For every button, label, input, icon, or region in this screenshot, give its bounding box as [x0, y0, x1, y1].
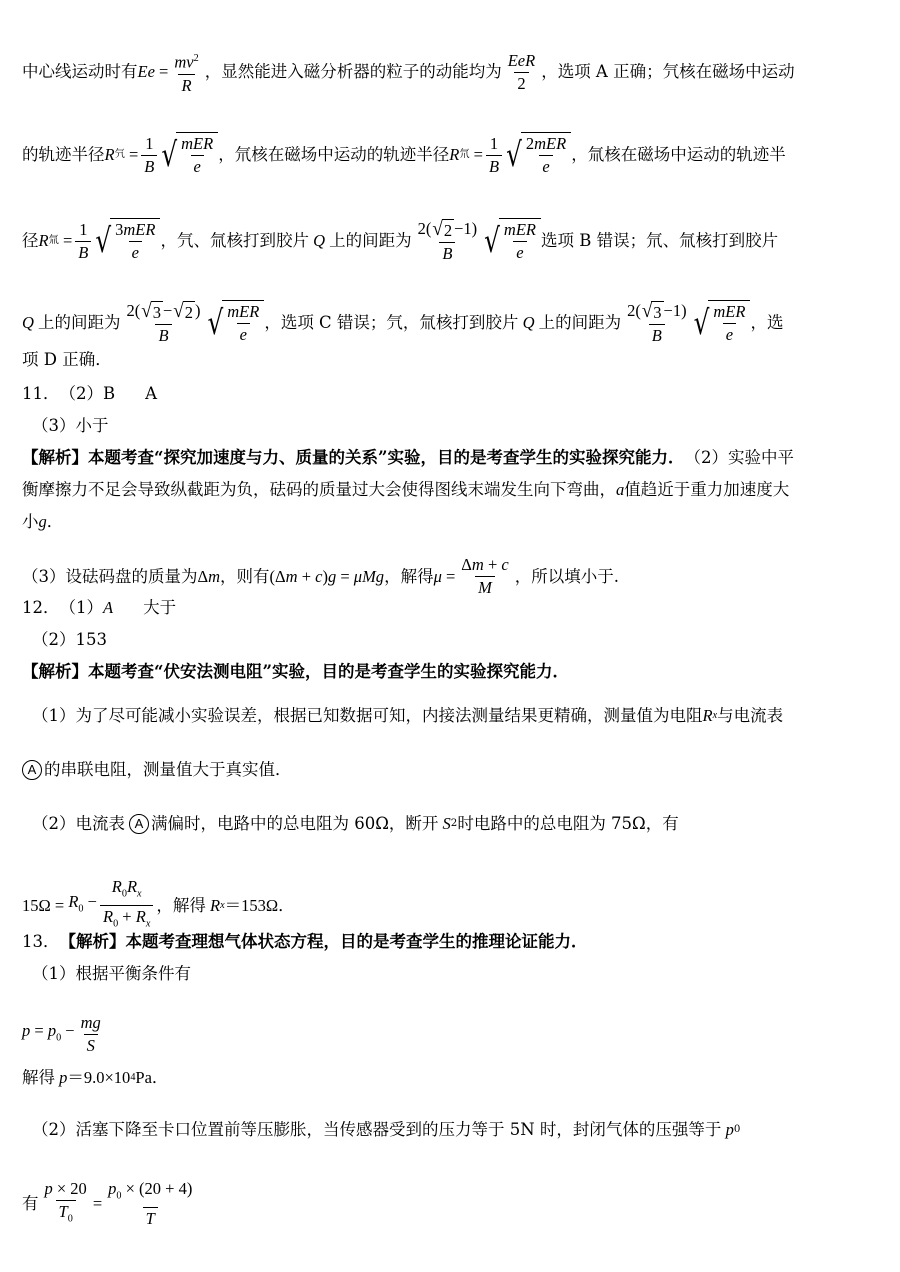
para-q10-line1: 中心线运动时有 Ee = $\frac{mv^2}{R}$ ，显然能进入磁分析器的粒子的动能均为 $\frac{\text{EeR}}{2}$ ，选项 A 正确；氕核在磁场中运动: [22, 48, 880, 97]
text: ，氘核在磁场中运动的轨迹半径: [218, 145, 450, 164]
text: ，氕、氚核打到胶片: [160, 231, 309, 251]
ammeter-symbol: A: [129, 814, 149, 834]
answer: （3）小于: [32, 416, 109, 435]
para-q10-line2: 的轨迹半径 R 氕 = $\frac{1}{B}$ √ $\frac{\text{mER}}{e}$ ，氘核在磁场中运动的轨迹半径 R 氘 = $\frac{1}{B}$ √ $\frac{\text{2mER}}{e}$ ，氚核在磁场中运动的轨迹半: [22, 133, 786, 176]
text: 项 D 正确．: [22, 350, 112, 369]
answer: 大于: [143, 598, 177, 617]
fraction: $\frac{\text{EeR}}{2}$: [507, 50, 536, 93]
q13-line5: （2）活塞下降至卡口位置前等压膨胀，当传感器受到的压力等于 5N 时，封闭气体的压强等于 p 0: [32, 1118, 880, 1142]
text: ，则有: [220, 566, 270, 586]
text: （1）为了尽可能减小实验误差，根据已知数据可知，内接法测量结果更精确，测量值为电阻: [32, 706, 703, 725]
text: ，显然能进入磁分析器的粒子的动能均为: [204, 62, 502, 82]
text: （2）活塞下降至卡口位置前等压膨胀，当传感器受到的压力等于 5N 时，封闭气体的压强等于: [32, 1120, 722, 1139]
text: ＝9.0×10: [67, 1068, 131, 1087]
formula: Ee: [137, 62, 155, 82]
para-q10-line3: 径 R 氚 = $\frac{1}{B}$ √ $\frac{\text{3mER}}{e}$ ，氕、氚核打到胶片 Q 上的间距为 2( √ 2 −1) B √ $\frac{\text{mER}}{e}$ 选项 B 错误；氘、氚核打到胶片: [22, 218, 779, 263]
q11-equation-line: （3）设砝码盘的质量为 Δm ，则有 (Δm + c)g = μMg ，解得 μ = $\frac{\Delta m + c}{M}$ ，所以填小于.: [22, 555, 619, 597]
text: 上的间距为: [538, 313, 622, 333]
q13-formula2: 有 $\frac{p \times 20}{T_0}$ = $\frac{p_0 \times (20 + 4)}{T}$: [22, 1179, 193, 1229]
analysis-label: 【解析】: [22, 662, 88, 681]
text: 满偏时，电路中的总电阻为 60Ω，断开: [151, 814, 439, 833]
q13-line2: [32, 962, 880, 986]
text: 中心线运动时有: [22, 62, 138, 82]
text: 值趋近于重力加速度大: [624, 480, 790, 499]
answer: （1）: [59, 598, 103, 617]
text: （3）设砝码盘的质量为: [22, 566, 198, 586]
text: 的轨迹半径: [22, 145, 105, 164]
q12-analysis-line2: （1）为了尽可能减小实验误差，根据已知数据可知，内接法测量结果更精确，测量值为电阻 R x 与电流表: [32, 704, 880, 728]
q12-analysis-line3: [22, 758, 880, 782]
q11-analysis-line2: 衡摩擦力不足会导致纵截距为负，砝码的质量过大会使得图线末端发生向下弯曲， a 值趋近于重力加速度大: [22, 478, 880, 502]
answer: （2）153: [32, 630, 107, 649]
q11-analysis-line3: 小 g ．: [22, 510, 880, 534]
analysis-label: 【解析】: [59, 932, 126, 951]
analysis-text: 本题考查“伏安法测电阻”实验，目的是考查学生的实验探究能力．: [88, 662, 569, 681]
text: 解得: [22, 1068, 55, 1087]
q13-line4: 解得 p ＝9.0×10 4 Pa．: [22, 1066, 880, 1090]
q11-answer-line: [22, 382, 880, 406]
answer: （2）B: [59, 384, 116, 403]
text: （2）电流表: [32, 814, 125, 833]
fraction: $\frac{mv^2}{R}$: [174, 52, 199, 95]
para-q10-line5: [22, 348, 880, 372]
question-number: 11．: [22, 384, 60, 403]
text: 径: [22, 231, 39, 251]
text: ，选: [750, 313, 784, 333]
text: ，解得: [384, 566, 434, 586]
text: 小: [22, 512, 39, 531]
analysis-text: 本题考查理想气体状态方程，目的是考查学生的推理论证能力．: [125, 932, 588, 951]
text: 上的间距为: [38, 313, 121, 333]
q12-answer-line: 12． （1） A 大于: [22, 596, 880, 620]
text: 时电路中的总电阻为 75Ω，有: [457, 814, 679, 833]
question-number: 13．: [22, 932, 60, 951]
text: （2）实验中平: [684, 448, 794, 467]
q12-analysis-line4: （2）电流表 A 满偏时，电路中的总电阻为 60Ω，断开 S 2 时电路中的总电阻为 75Ω，有: [32, 812, 880, 836]
text: 的串联电阻，测量值大于真实值．: [44, 760, 292, 779]
q11-answer-line2: [32, 414, 880, 438]
q12-analysis-line5: 15Ω = $R_0$ − $\frac{R_0R_x}{R_0 + R_x}$ ，解得 R x ＝153Ω．: [22, 876, 880, 936]
text: ，所以填小于.: [514, 566, 619, 586]
text: 4: [130, 1072, 136, 1083]
text: 上的间距为: [329, 231, 412, 251]
text: 有: [22, 1194, 39, 1214]
text: 与电流表: [717, 706, 784, 725]
q13-analysis-line1: [22, 930, 880, 954]
text: 选项 B 错误；氘、氚核打到胶片: [540, 231, 779, 251]
text: （1）根据平衡条件有: [32, 964, 191, 983]
text: 15Ω =: [22, 895, 65, 915]
ammeter-symbol: A: [22, 760, 42, 780]
answer: A: [145, 384, 158, 403]
q12-answer-line2: [32, 628, 880, 652]
sqrt: √ $\frac{\text{mER}}{e}$: [161, 132, 218, 178]
text: ，选项 C 错误；氕，氚核打到胶片: [264, 313, 519, 333]
text: ，选项 A 正确；氕核在磁场中运动: [541, 62, 795, 82]
analysis-text: 本题考查“探究加速度与力、质量的关系”实验，目的是考查学生的实验探究能力．: [88, 448, 685, 467]
q11-analysis-line1: [22, 446, 880, 470]
question-number: 12．: [22, 598, 60, 617]
text: ，解得: [156, 895, 206, 915]
q13-formula1: $p = p_0$ − $\frac{mg}{S}$: [22, 1013, 101, 1055]
text: ＝153Ω．: [224, 895, 295, 915]
text: 衡摩擦力不足会导致纵截距为负，砝码的质量过大会使得图线末端发生向下弯曲，: [22, 480, 616, 499]
q12-analysis-line1: [22, 660, 880, 684]
text: Pa．: [135, 1068, 169, 1087]
analysis-label: 【解析】: [22, 448, 88, 467]
para-q10-line4: Q 上的间距为 2( √ 3 − √ 2 ) B √ $\frac{\text{mER}}{e}$ ，选项 C 错误；氕，氚核打到胶片 Q 上的间距为 2( √ 3 −1) B √ $\frac{\text{mER}}{e}$ ，选: [22, 300, 784, 345]
text: ，氚核在磁场中运动的轨迹半: [571, 145, 786, 164]
